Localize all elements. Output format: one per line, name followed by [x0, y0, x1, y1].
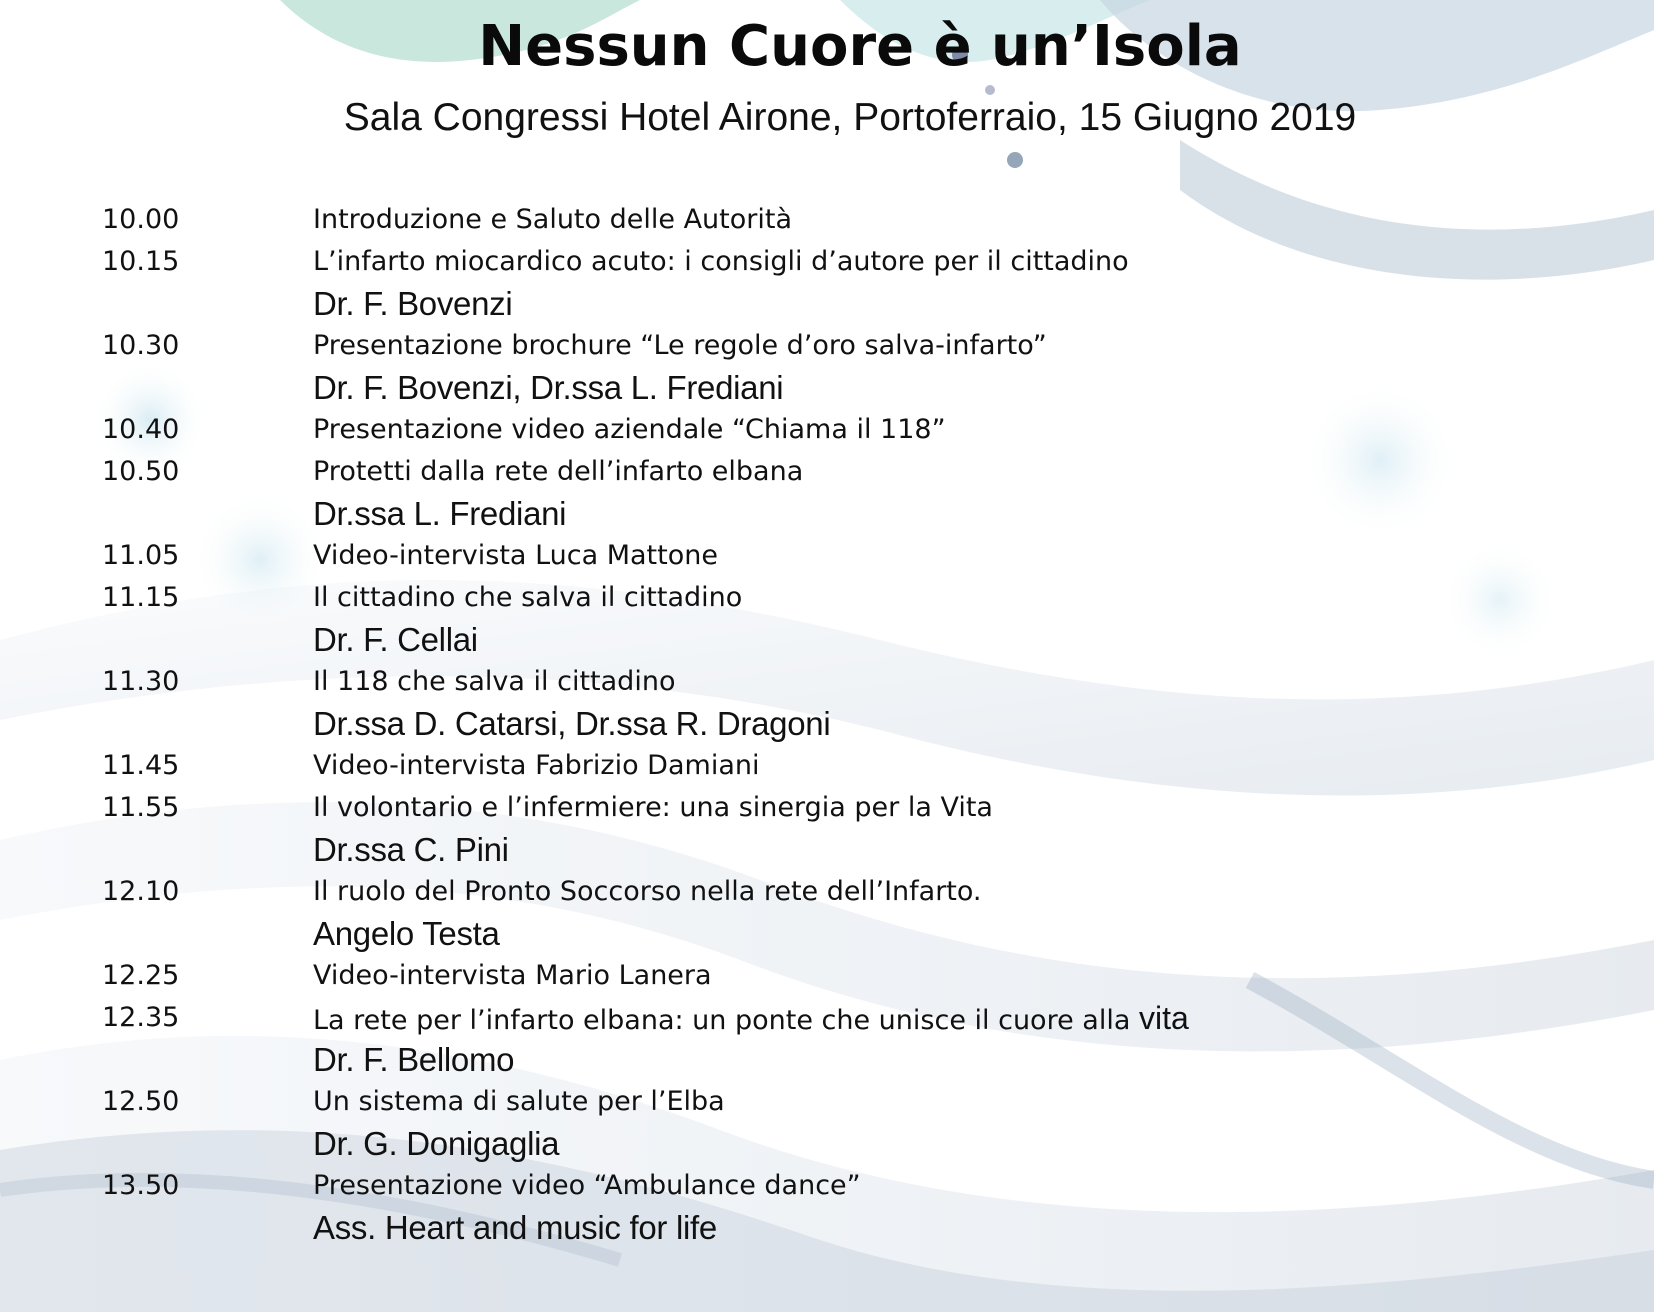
agenda-topic: Presentazione video “Ambulance dance”: [313, 1170, 861, 1201]
agenda-topic: Video-intervista Mario Lanera: [313, 960, 712, 991]
agenda-row: [0, 1081, 1654, 1123]
agenda-topic: Presentazione brochure “Le regole d’oro salva-infarto”: [313, 330, 1047, 361]
agenda-time: 11.45: [102, 750, 180, 781]
agenda-time: 10.40: [102, 414, 180, 445]
agenda-topic-text: La rete per l’infarto elbana: un ponte che unisce il cuore alla: [313, 1005, 1131, 1036]
agenda-speaker: Dr. F. Cellai: [313, 621, 478, 658]
agenda-speaker-row: [0, 619, 1654, 661]
agenda-time: 11.30: [102, 666, 180, 697]
agenda-topic: L’infarto miocardico acuto: i consigli d’autore per il cittadino: [313, 246, 1129, 277]
agenda-speaker-row: [0, 703, 1654, 745]
agenda-topic: Il 118 che salva il cittadino: [313, 666, 676, 697]
agenda-speaker-row: [0, 913, 1654, 955]
agenda-speaker-row: [0, 1123, 1654, 1165]
agenda-time: 11.15: [102, 582, 180, 613]
agenda-row: [0, 661, 1654, 703]
agenda-time: 12.35: [102, 1002, 180, 1033]
agenda-topic: Il ruolo del Pronto Soccorso nella rete dell’Infarto.: [313, 876, 982, 907]
agenda-speaker: Dr.ssa L. Frediani: [313, 495, 567, 532]
agenda-time: 12.10: [102, 876, 180, 907]
agenda-speaker: Dr. F. Bovenzi, Dr.ssa L. Frediani: [313, 369, 784, 406]
agenda-speaker-row: [0, 367, 1654, 409]
agenda-time: 10.50: [102, 456, 180, 487]
agenda-row: [0, 451, 1654, 493]
agenda-speaker: Dr. F. Bellomo: [313, 1041, 515, 1078]
agenda-speaker: Dr. F. Bovenzi: [313, 285, 513, 322]
agenda-row: [0, 955, 1654, 997]
agenda-row: [0, 325, 1654, 367]
agenda-topic: Video-intervista Fabrizio Damiani: [313, 750, 760, 781]
agenda-speaker-row: [0, 283, 1654, 325]
agenda-time: 12.50: [102, 1086, 180, 1117]
agenda-topic-tail: vita: [1138, 1000, 1189, 1036]
agenda-topic: Introduzione e Saluto delle Autorità: [313, 204, 792, 235]
agenda-time: 11.55: [102, 792, 180, 823]
agenda-speaker: Dr.ssa D. Catarsi, Dr.ssa R. Dragoni: [313, 705, 831, 742]
agenda-topic: Un sistema di salute per l’Elba: [313, 1086, 725, 1117]
agenda-topic: Video-intervista Luca Mattone: [313, 540, 718, 571]
agenda-speaker-row: [0, 1039, 1654, 1081]
agenda-speaker: Dr.ssa C. Pini: [313, 831, 509, 868]
event-subtitle: Sala Congressi Hotel Airone, Portoferraio, 15 Giugno 2019: [343, 96, 1357, 139]
agenda-topic: Presentazione video aziendale “Chiama il 118”: [313, 414, 946, 445]
agenda-topic: Il cittadino che salva il cittadino: [313, 582, 743, 613]
agenda-row: [0, 199, 1654, 241]
agenda-topic: Il volontario e l’infermiere: una sinergia per la Vita: [313, 792, 993, 823]
agenda-speaker: Angelo Testa: [313, 915, 500, 952]
agenda-topic: Protetti dalla rete dell’infarto elbana: [313, 456, 804, 487]
agenda-row: [0, 409, 1654, 451]
agenda-time: 13.50: [102, 1170, 180, 1201]
agenda-speaker: Ass. Heart and music for life: [313, 1209, 717, 1246]
agenda-row: [0, 871, 1654, 913]
agenda-row: [0, 577, 1654, 619]
agenda-row: [0, 787, 1654, 829]
agenda-time: 12.25: [102, 960, 180, 991]
agenda-time: 10.15: [102, 246, 180, 277]
agenda-time: 11.05: [102, 540, 180, 571]
agenda-time: 10.30: [102, 330, 180, 361]
agenda-row: [0, 997, 1654, 1039]
agenda-topic: [313, 997, 1189, 1042]
agenda-list: [0, 199, 1654, 1249]
agenda-row: [0, 1165, 1654, 1207]
event-title: Nessun Cuore è un’Isola: [478, 14, 1242, 79]
agenda-speaker: Dr. G. Donigaglia: [313, 1125, 560, 1162]
agenda-row: [0, 241, 1654, 283]
agenda-speaker-row: [0, 1207, 1654, 1249]
agenda-speaker-row: [0, 829, 1654, 871]
agenda-row: [0, 745, 1654, 787]
agenda-row: [0, 535, 1654, 577]
agenda-time: 10.00: [102, 204, 180, 235]
agenda-speaker-row: [0, 493, 1654, 535]
